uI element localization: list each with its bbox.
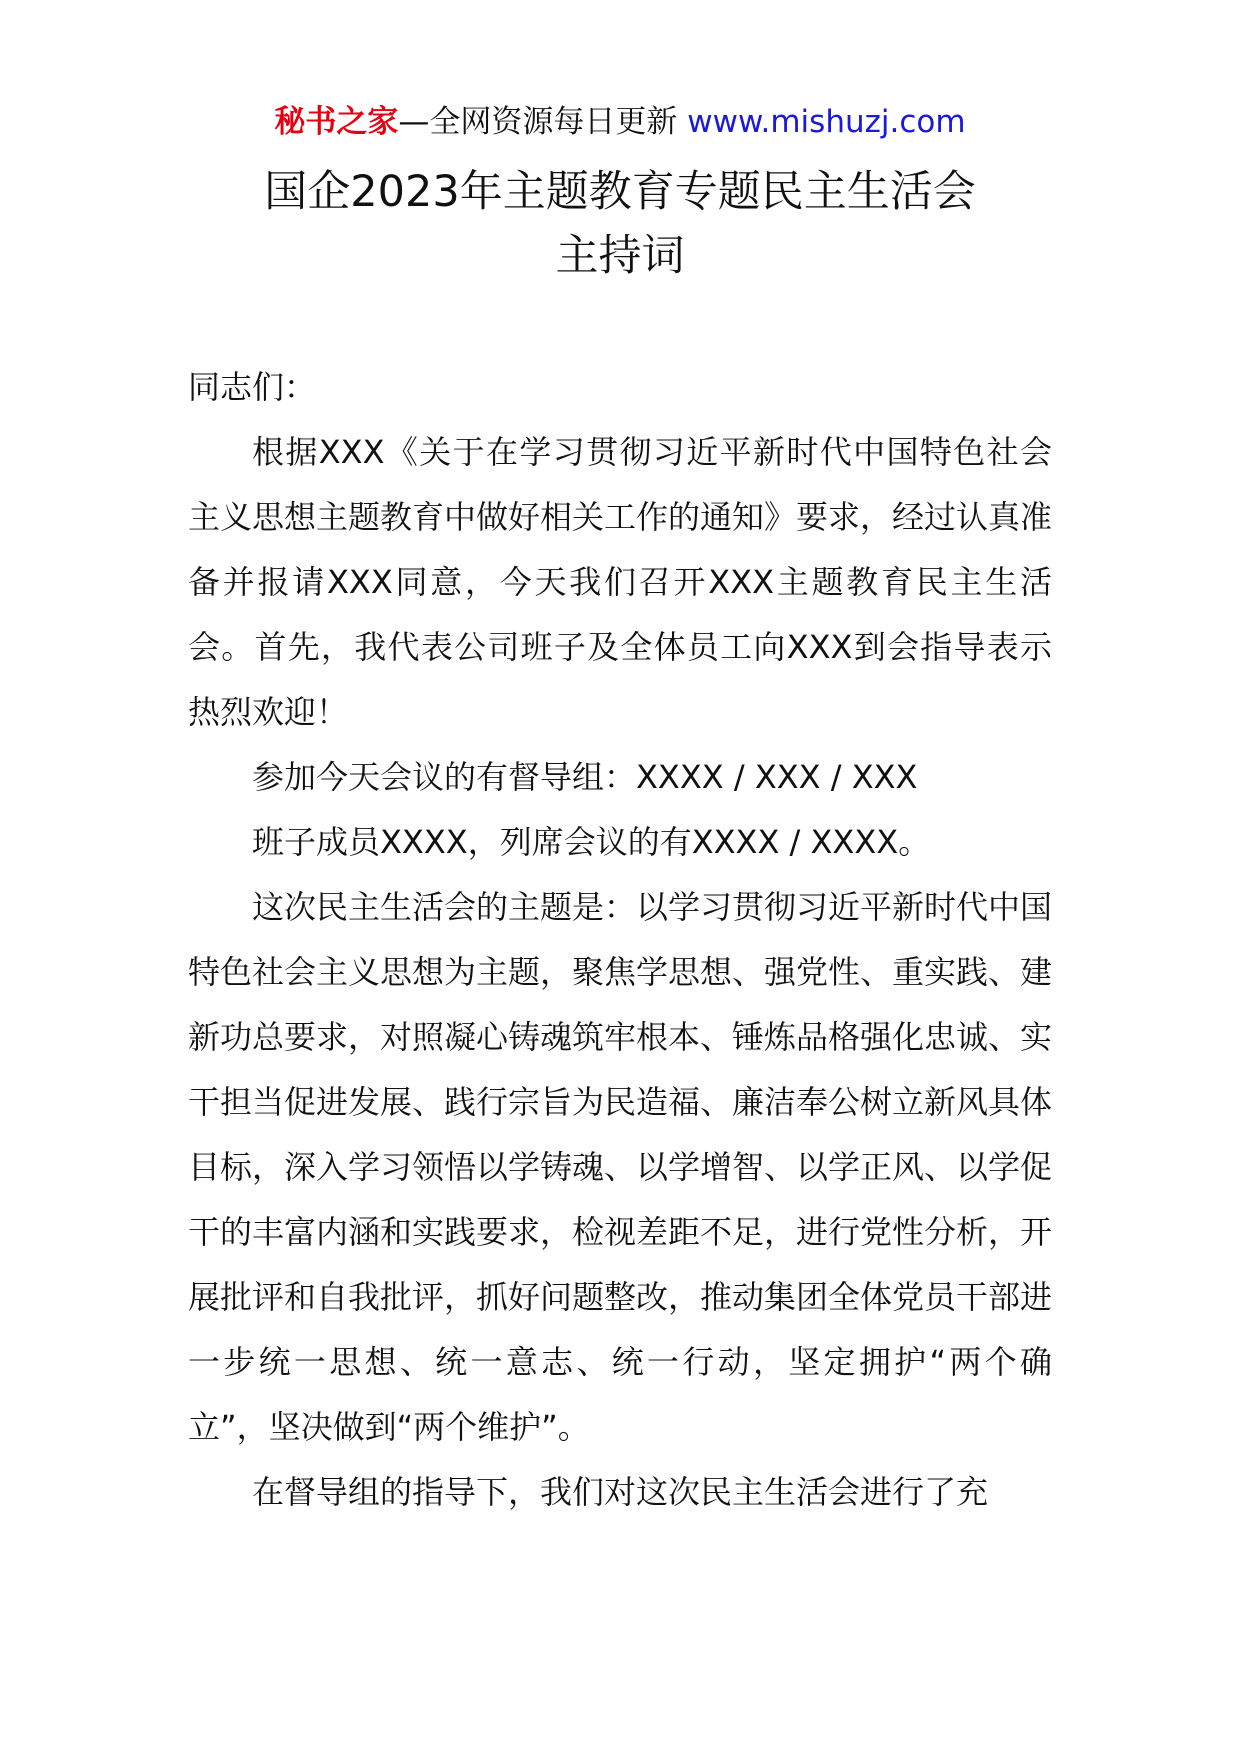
document-body <box>188 355 1052 1525</box>
site-url-link[interactable]: www.mishuzj.com <box>687 104 966 140</box>
header-tagline: —全网资源每日更新 <box>398 104 688 140</box>
paragraph-preparation: 在督导组的指导下，我们对这次民主生活会进行了充 <box>252 1473 989 1511</box>
paragraph-team-members: 班子成员XXXX，列席会议的有XXXX / XXXX。 <box>252 823 931 861</box>
paragraph-opening: 根据XXX《关于在学习贯彻习近平新时代中国特色社会主义思想主题教育中做好相关工作的通知》要求，经过认真准备并报请XXX同意，今天我们召开XXX主题教育民主生活会。首先，我代表公司班子及全体员工向XXX到会指导表示热烈欢迎！ <box>188 433 1053 731</box>
paragraph-supervision-group: 参加今天会议的有督导组：XXXX / XXX / XXX <box>252 758 918 796</box>
brand-name: 秘书之家 <box>274 104 399 140</box>
title-line-2: 主持词 <box>555 231 685 281</box>
document-title <box>0 160 1240 288</box>
title-line-1: 国企2023年主题教育专题民主生活会 <box>264 167 976 217</box>
salutation: 同志们： <box>188 368 317 406</box>
paragraph-meeting-theme: 这次民主生活会的主题是：以学习贯彻习近平新时代中国特色社会主义思想为主题，聚焦学思想、强党性、重实践、建新功总要求，对照凝心铸魂筑牢根本、锤炼品格强化忠诚、实干担当促进发展、践行宗旨为民造福、廉洁奉公树立新风具体目标，深入学习领悟以学铸魂、以学增智、以学正风、以学促干的丰富内涵和实践要求，检视差距不足，进行党性分析，开展批评和自我批评，抓好问题整改，推动集团全体党员干部进一步统一思想、统一意志、统一行动，坚定拥护“两个确立”，坚决做到“两个维护”。 <box>188 888 1053 1446</box>
site-header <box>0 100 1240 144</box>
